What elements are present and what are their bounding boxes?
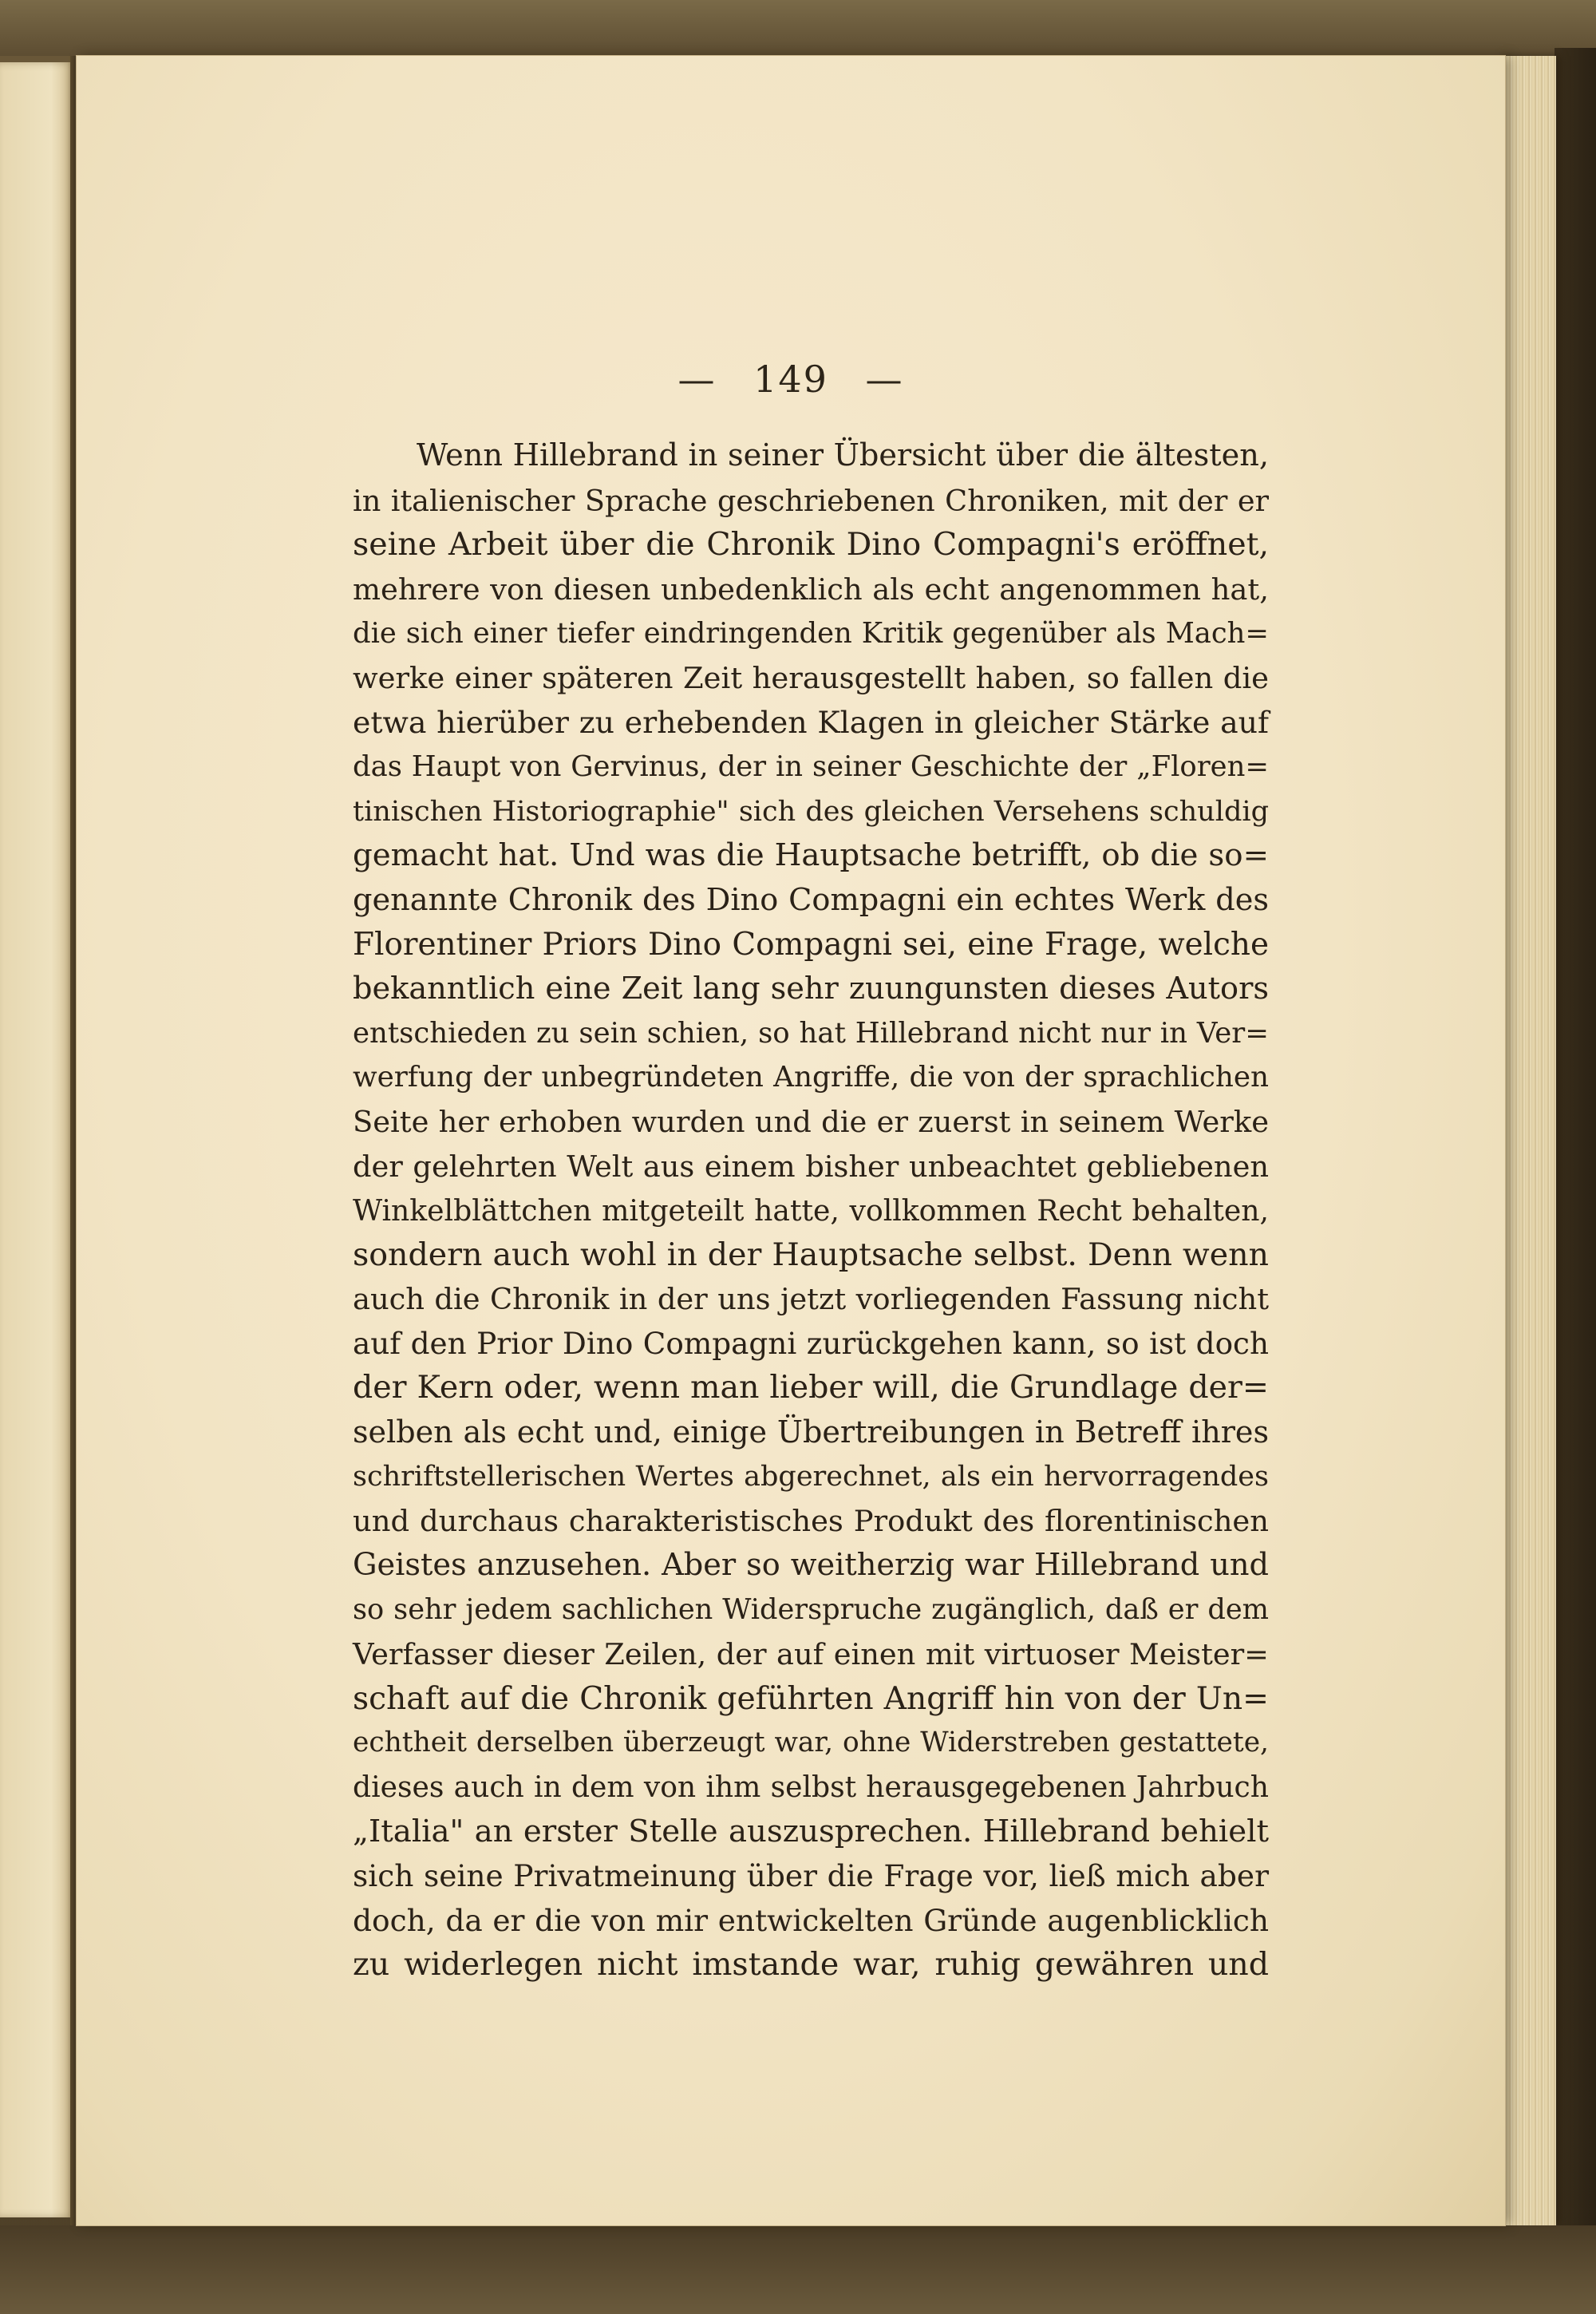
text-line: dieses auch in dem von ihm selbst herausgegebenen Jahrbuch bbox=[353, 1770, 1269, 1804]
text-line: Winkelblättchen mitgeteilt hatte, vollkommen Recht behalten, bbox=[353, 1193, 1269, 1228]
text-line: seine Arbeit über die Chronik Dino Compagni's eröffnet, bbox=[353, 526, 1269, 564]
text-line: das Haupt von Gervinus, der in seiner Geschichte der „Floren= bbox=[353, 750, 1269, 784]
text-line: bekanntlich eine Zeit lang sehr zuungunsten dieses Autors bbox=[353, 971, 1269, 1007]
text-line: tinischen Historiographie" sich des gleichen Versehens schuldig bbox=[353, 794, 1269, 828]
text-line: schriftstellerischen Wertes abgerechnet, als ein hervorragendes bbox=[353, 1460, 1269, 1493]
text-line: Seite her erhoben wurden und die er zuerst in seinem Werke bbox=[353, 1104, 1269, 1139]
running-head-dash-left: — bbox=[678, 358, 717, 401]
left-page-edge bbox=[0, 62, 73, 2217]
text-line: Wenn Hillebrand in seiner Übersicht über die ältesten, bbox=[417, 438, 1269, 473]
scan-background-right bbox=[1555, 48, 1596, 2235]
text-line: die sich einer tiefer eindringenden Kritik gegenüber als Mach= bbox=[353, 617, 1269, 651]
scan-background-top bbox=[0, 0, 1596, 56]
text-line: Verfasser dieser Zeilen, der auf einen mit virtuoser Meister= bbox=[353, 1637, 1269, 1672]
text-line: doch, da er die von mir entwickelten Gründe augenblicklich bbox=[353, 1902, 1269, 1938]
text-line: sondern auch wohl in der Hauptsache selbst. Denn wenn bbox=[353, 1236, 1269, 1273]
text-line: der Kern oder, wenn man lieber will, die Grundlage der= bbox=[353, 1369, 1269, 1406]
text-line: selben als echt und, einige Übertreibungen in Betreff ihres bbox=[353, 1414, 1269, 1450]
text-line: der gelehrten Welt aus einem bisher unbeachtet gebliebenen bbox=[353, 1149, 1269, 1184]
text-line: zu widerlegen nicht imstande war, ruhig gewähren und bbox=[353, 1946, 1269, 1984]
text-line: in italienischer Sprache geschriebenen Chroniken, mit der er bbox=[353, 483, 1269, 518]
text-line: genannte Chronik des Dino Compagni ein echtes Werk des bbox=[353, 881, 1269, 918]
text-line: entschieden zu sein schien, so hat Hillebrand nicht nur in Ver= bbox=[353, 1016, 1269, 1050]
page-fore-edge bbox=[1500, 56, 1556, 2225]
text-line: schaft auf die Chronik geführten Angriff hin von der Un= bbox=[353, 1680, 1269, 1717]
text-line: so sehr jedem sachlichen Widerspruche zugänglich, daß er dem bbox=[353, 1593, 1269, 1627]
text-line: Geistes anzusehen. Aber so weitherzig war Hillebrand und bbox=[353, 1547, 1269, 1583]
text-line: gemacht hat. Und was die Hauptsache betrifft, ob die so= bbox=[353, 837, 1269, 874]
text-line: sich seine Privatmeinung über die Frage vor, ließ mich aber bbox=[353, 1858, 1269, 1893]
text-line: „Italia" an erster Stelle auszusprechen. Hillebrand behielt bbox=[353, 1814, 1269, 1850]
scan-background-bottom bbox=[0, 2225, 1596, 2314]
text-line: werfung der unbegründeten Angriffe, die von der sprachlichen bbox=[353, 1061, 1269, 1094]
text-line: mehrere von diesen unbedenklich als echt angenommen hat, bbox=[353, 572, 1269, 607]
text-line: Florentiner Priors Dino Compagni sei, eine Frage, welche bbox=[353, 926, 1269, 963]
body-text bbox=[353, 434, 1269, 1988]
book-page bbox=[77, 56, 1505, 2225]
text-line: auch die Chronik in der uns jetzt vorliegenden Fassung nicht bbox=[353, 1282, 1269, 1317]
text-line: werke einer späteren Zeit herausgestellt haben, so fallen die bbox=[353, 660, 1269, 695]
text-line: auf den Prior Dino Compagni zurückgehen kann, so ist doch bbox=[353, 1325, 1269, 1361]
text-line: etwa hierüber zu erhebenden Klagen in gleicher Stärke auf bbox=[353, 704, 1269, 740]
running-head-dash-right: — bbox=[865, 358, 904, 401]
text-line: und durchaus charakteristisches Produkt des florentinischen bbox=[353, 1504, 1269, 1539]
page-number: 149 bbox=[753, 358, 828, 401]
running-head bbox=[77, 358, 1505, 401]
text-line: echtheit derselben überzeugt war, ohne Widerstreben gestattete, bbox=[353, 1727, 1269, 1759]
